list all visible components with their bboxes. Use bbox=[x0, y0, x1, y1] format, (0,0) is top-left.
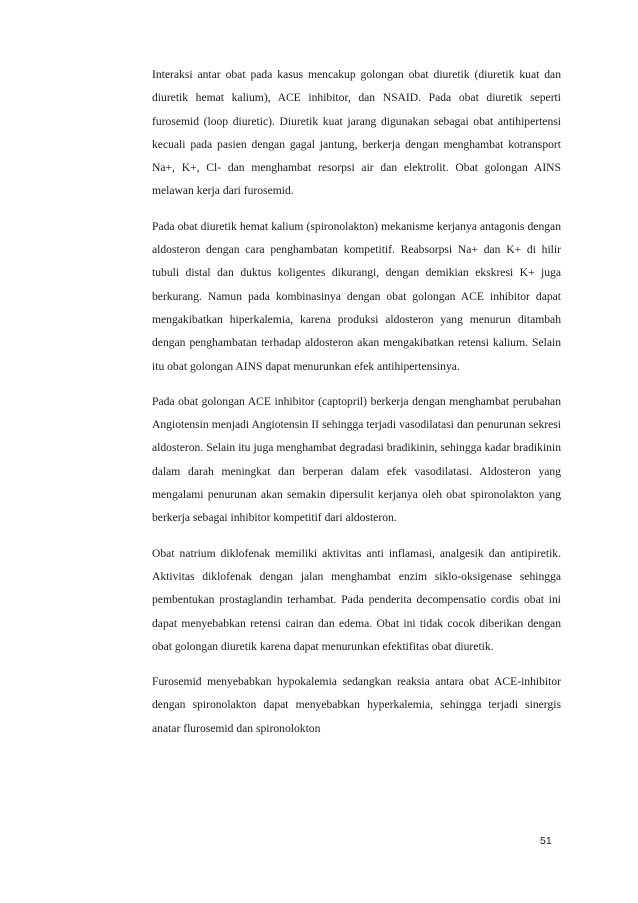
paragraph-4: Obat natrium diklofenak memiliki aktivitas anti inflamasi, analgesik dan antipiretik. Aktivitas diklofenak dengan jalan menghambat enzim siklo-oksigenase sehingga pembentukan prostaglandin terhambat. Pada penderita decompensatio cordis obat ini dapat menyebabkan retensi cairan dan edema. Obat ini tidak cocok diberikan dengan obat golongan diuretik karena dapat menurunkan efektifitas obat diuretik. bbox=[152, 546, 561, 653]
paragraph-2: Pada obat diuretik hemat kalium (spironolakton) mekanisme kerjanya antagonis dengan aldosteron dengan cara penghambatan kompetitif. Reabsorpsi Na+ dan K+ di hilir tubuli distal dan duktus koligentes dikurangi, dengan demikian ekskresi K+ juga berkurang. Namun pada kombinasinya dengan obat golongan ACE inhibitor dapat mengakibatkan hiperkalemia, karena produksi aldosteron yang menurun ditambah dengan penghambatan terhadap aldosteron akan mengakibatkan retensi kalium. Selain itu obat golongan AINS dapat menurunkan efek antihipertensinya. bbox=[152, 219, 561, 373]
paragraph-1: Interaksi antar obat pada kasus mencakup golongan obat diuretik (diuretik kuat dan diuretik hemat kalium), ACE inhibitor, dan NSAID. Pada obat diuretik seperti furosemid (loop diuretic). Diuretik kuat jarang digunakan sebagai obat antihipertensi kecuali pada pasien dengan gagal jantung, berkerja dengan menghambat kotransport Na+, K+, Cl- dan menghambat resorpsi air dan elektrolit. Obat golongan AINS melawan kerja dari furosemid. bbox=[152, 68, 561, 198]
page-number: 51 bbox=[540, 835, 552, 847]
paragraph-3: Pada obat golongan ACE inhibitor (captopril) berkerja dengan menghambat perubahan Angiotensin menjadi Angiotensin II sehingga terjadi vasodilatasi dan penurunan sekresi aldosteron. Selain itu juga menghambat degradasi bradikinin, sehingga kadar bradikinin dalam darah meningkat dan berperan dalam efek vasodilatasi. Aldosteron yang mengalami penurunan akan semakin dipersulit kerjanya oleh obat spironolakton yang berkerja sebagai inhibitor kompetitif dari aldosteron. bbox=[152, 394, 561, 525]
body-text bbox=[152, 63, 561, 752]
paragraph-5: Furosemid menyebabkan hypokalemia sedangkan reaksia antara obat ACE-inhibitor dengan spironolakton dapat menyebabkan hyperkalemia, sehingga terjadi sinergis anatar flurosemid dan spironolokton bbox=[152, 675, 561, 735]
